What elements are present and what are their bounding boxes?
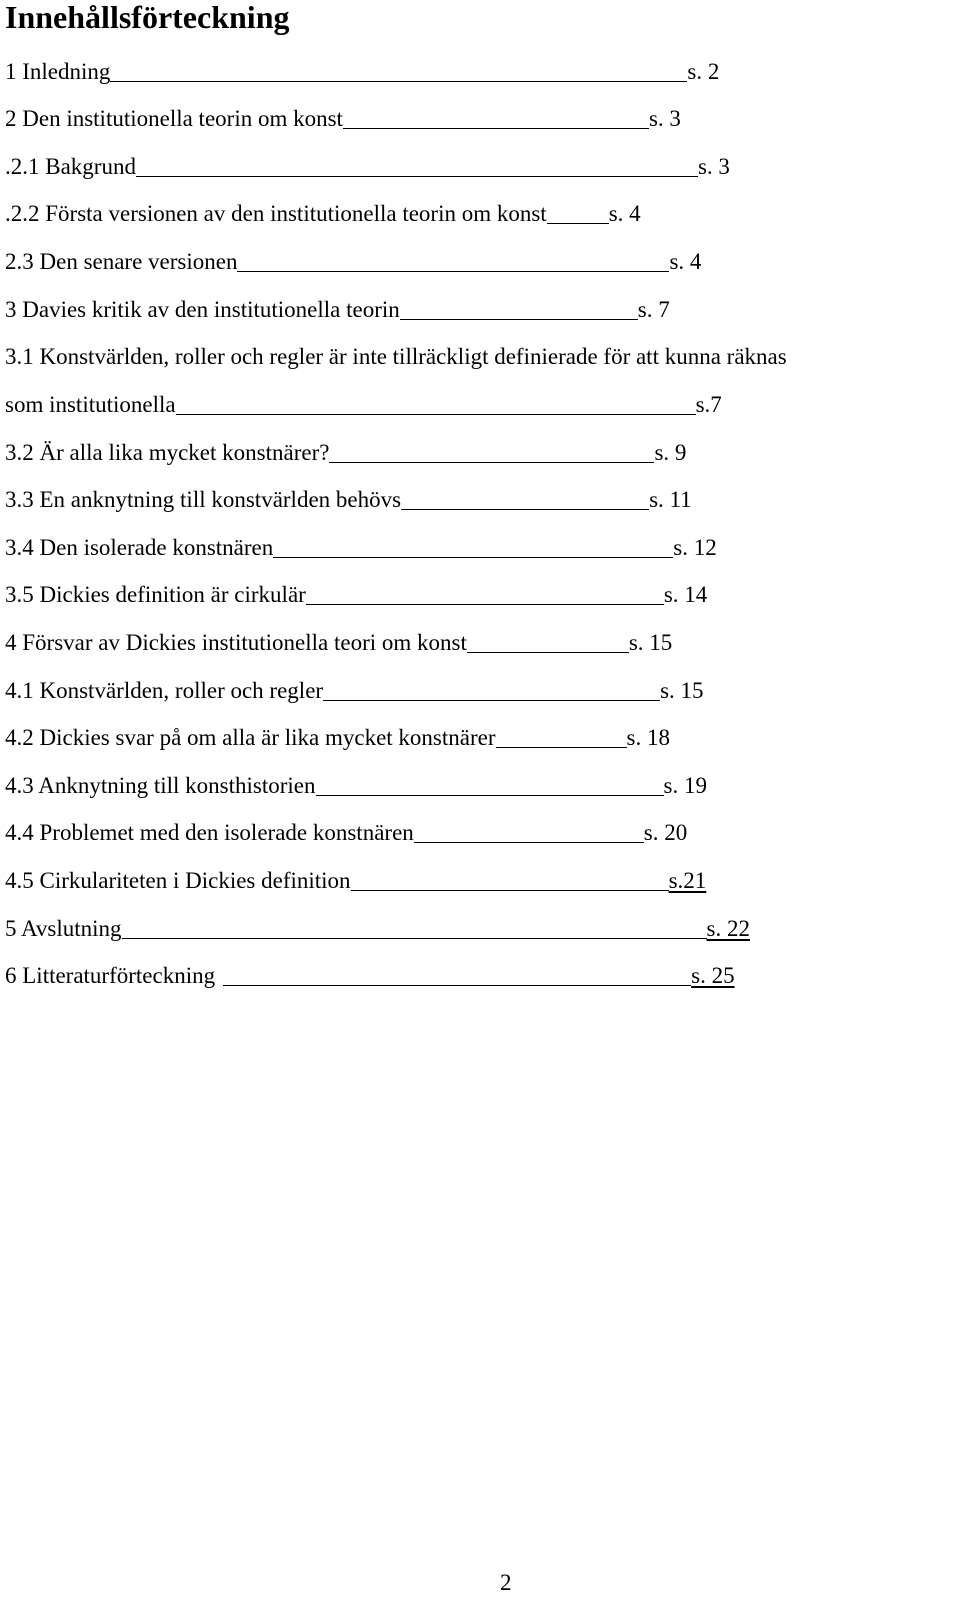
toc-entry-title: Dickies definition är cirkulär	[39, 582, 306, 607]
toc-entry-4-4[interactable]	[5, 818, 687, 848]
toc-leader-line	[467, 628, 629, 658]
toc-entry-page: s. 14	[663, 582, 708, 607]
toc-entry-number: 5	[5, 916, 17, 941]
toc-entry-3-1-continuation[interactable]	[5, 390, 722, 420]
toc-entry-number: 1	[5, 59, 17, 84]
toc-entry-2[interactable]	[5, 104, 681, 134]
toc-entry-number: 3.4	[5, 535, 34, 560]
toc-entry-title: Den senare versionen	[39, 249, 238, 274]
toc-entry-page: s. 3	[697, 154, 730, 179]
toc-entry-2-3[interactable]	[5, 247, 701, 277]
toc-leader-line	[237, 247, 669, 277]
toc-entry-title: Avslutning	[20, 916, 122, 941]
toc-entry-page: s. 15	[628, 630, 673, 655]
toc-leader-line	[351, 866, 669, 896]
toc-entry-title: Försvar av Dickies institutionella teori om konst	[22, 630, 467, 655]
toc-leader-line	[176, 385, 696, 415]
toc-entry-page: s. 15	[660, 678, 704, 703]
toc-entry-4-1[interactable]	[5, 676, 704, 706]
toc-entry-5[interactable]	[5, 914, 750, 944]
toc-entry-title: Litteraturförteckning	[22, 963, 216, 988]
toc-entry-title: Anknytning till konsthistorien	[38, 773, 316, 798]
toc-entry-3[interactable]	[5, 295, 670, 325]
toc-leader-line	[400, 295, 638, 325]
toc-entry-page: s. 9	[654, 440, 687, 465]
toc-entry-title: En anknytning till konstvärlden behövs	[39, 487, 402, 512]
toc-entry-title: Dickies svar på om alla är lika mycket konstnärer	[39, 725, 496, 750]
toc-entry-page: s. 4	[608, 201, 641, 226]
toc-entry-page: s.7	[695, 392, 722, 417]
toc-entry-3-3[interactable]	[5, 485, 692, 515]
toc-entry-page: s. 25	[691, 963, 735, 988]
toc-entry-page: s. 7	[637, 297, 670, 322]
toc-entry-title: Är alla lika mycket konstnärer?	[39, 440, 330, 465]
toc-leader-line	[323, 676, 660, 706]
toc-entry-4-2[interactable]	[5, 723, 670, 753]
toc-entry-title: Problemet med den isolerade konstnären	[39, 820, 414, 845]
toc-entry-title: Davies kritik av den institutionella teorin	[22, 297, 400, 322]
toc-entry-title: Den institutionella teorin om konst	[22, 106, 343, 131]
toc-entry-4[interactable]	[5, 628, 672, 658]
toc-entry-page: s. 20	[643, 820, 688, 845]
toc-entry-page: s. 4	[669, 249, 702, 274]
toc-entry-page: s.21	[668, 868, 707, 893]
toc-entry-page: s. 19	[663, 773, 707, 798]
toc-entry-number: 2	[5, 106, 17, 131]
toc-entry-page: s. 2	[687, 59, 720, 84]
toc-entry-page: s. 22	[706, 916, 750, 941]
toc-entry-number: .2.2	[5, 201, 40, 226]
footer-page-number: 2	[500, 1570, 512, 1595]
toc-entry-number: 3	[5, 297, 17, 322]
toc-entry-number: 3.2	[5, 440, 34, 465]
toc-entry-page: s. 3	[648, 106, 681, 131]
toc-leader-line	[110, 57, 687, 87]
toc-entry-number: 4.2	[5, 725, 34, 750]
toc-entry-4-5[interactable]	[5, 866, 706, 896]
toc-leader-line	[401, 485, 649, 515]
toc-entry-number: 2.3	[5, 249, 34, 274]
toc-leader-line	[547, 199, 609, 229]
toc-entry-title: Den isolerade konstnären	[39, 535, 274, 560]
toc-entry-number: 4	[5, 630, 17, 655]
toc-entry-title: Bakgrund	[45, 154, 136, 179]
toc-entry-2-1[interactable]	[5, 152, 730, 182]
toc-entry-1[interactable]	[5, 57, 719, 87]
toc-leader-line	[329, 438, 654, 468]
toc-entry-page: s. 12	[673, 535, 717, 560]
toc-entry-4-3[interactable]	[5, 771, 707, 801]
page-title: Innehållsförteckning	[5, 0, 290, 35]
toc-entry-title: Första versionen av den institutionella teorin om konst	[45, 201, 547, 226]
toc-entry-number: 3.3	[5, 487, 34, 512]
toc-entry-number: 4.3	[5, 773, 34, 798]
toc-leader-line	[223, 961, 691, 991]
toc-leader-line	[136, 152, 698, 182]
toc-entry-number: 3.1	[5, 344, 34, 369]
toc-leader-line	[316, 771, 664, 801]
toc-entry-page: s. 11	[649, 487, 692, 512]
toc-entry-title: Konstvärlden, roller och regler	[39, 678, 324, 703]
toc-leader-line	[414, 818, 644, 848]
toc-leader-line	[496, 723, 627, 753]
toc-entry-number: 4.4	[5, 820, 34, 845]
toc-entry-title: Cirkulariteten i Dickies definition	[39, 868, 351, 893]
toc-entry-2-2[interactable]	[5, 199, 641, 229]
toc-entry-3-2[interactable]	[5, 438, 686, 468]
toc-entry-continuation-text: som institutionella	[5, 392, 176, 417]
toc-entry-title: Inledning	[22, 59, 111, 84]
toc-entry-number: .2.1	[5, 154, 40, 179]
toc-entry-title: Konstvärlden, roller och regler är inte tillräckligt definierade för att kunna räknas	[39, 344, 787, 369]
toc-entry-6[interactable]	[5, 961, 735, 991]
toc-entry-number: 6	[5, 963, 17, 988]
toc-entry-page: s. 18	[626, 725, 670, 750]
toc-entry-number: 3.5	[5, 582, 34, 607]
toc-leader-line	[122, 914, 707, 944]
toc-entry-number: 4.5	[5, 868, 34, 893]
toc-entry-3-1[interactable]	[5, 342, 787, 372]
toc-leader-line	[273, 533, 673, 563]
toc-entry-3-5[interactable]	[5, 580, 707, 610]
toc-leader-line	[306, 580, 664, 610]
toc-leader-line	[343, 104, 649, 134]
toc-entry-number: 4.1	[5, 678, 34, 703]
toc-entry-3-4[interactable]	[5, 533, 717, 563]
